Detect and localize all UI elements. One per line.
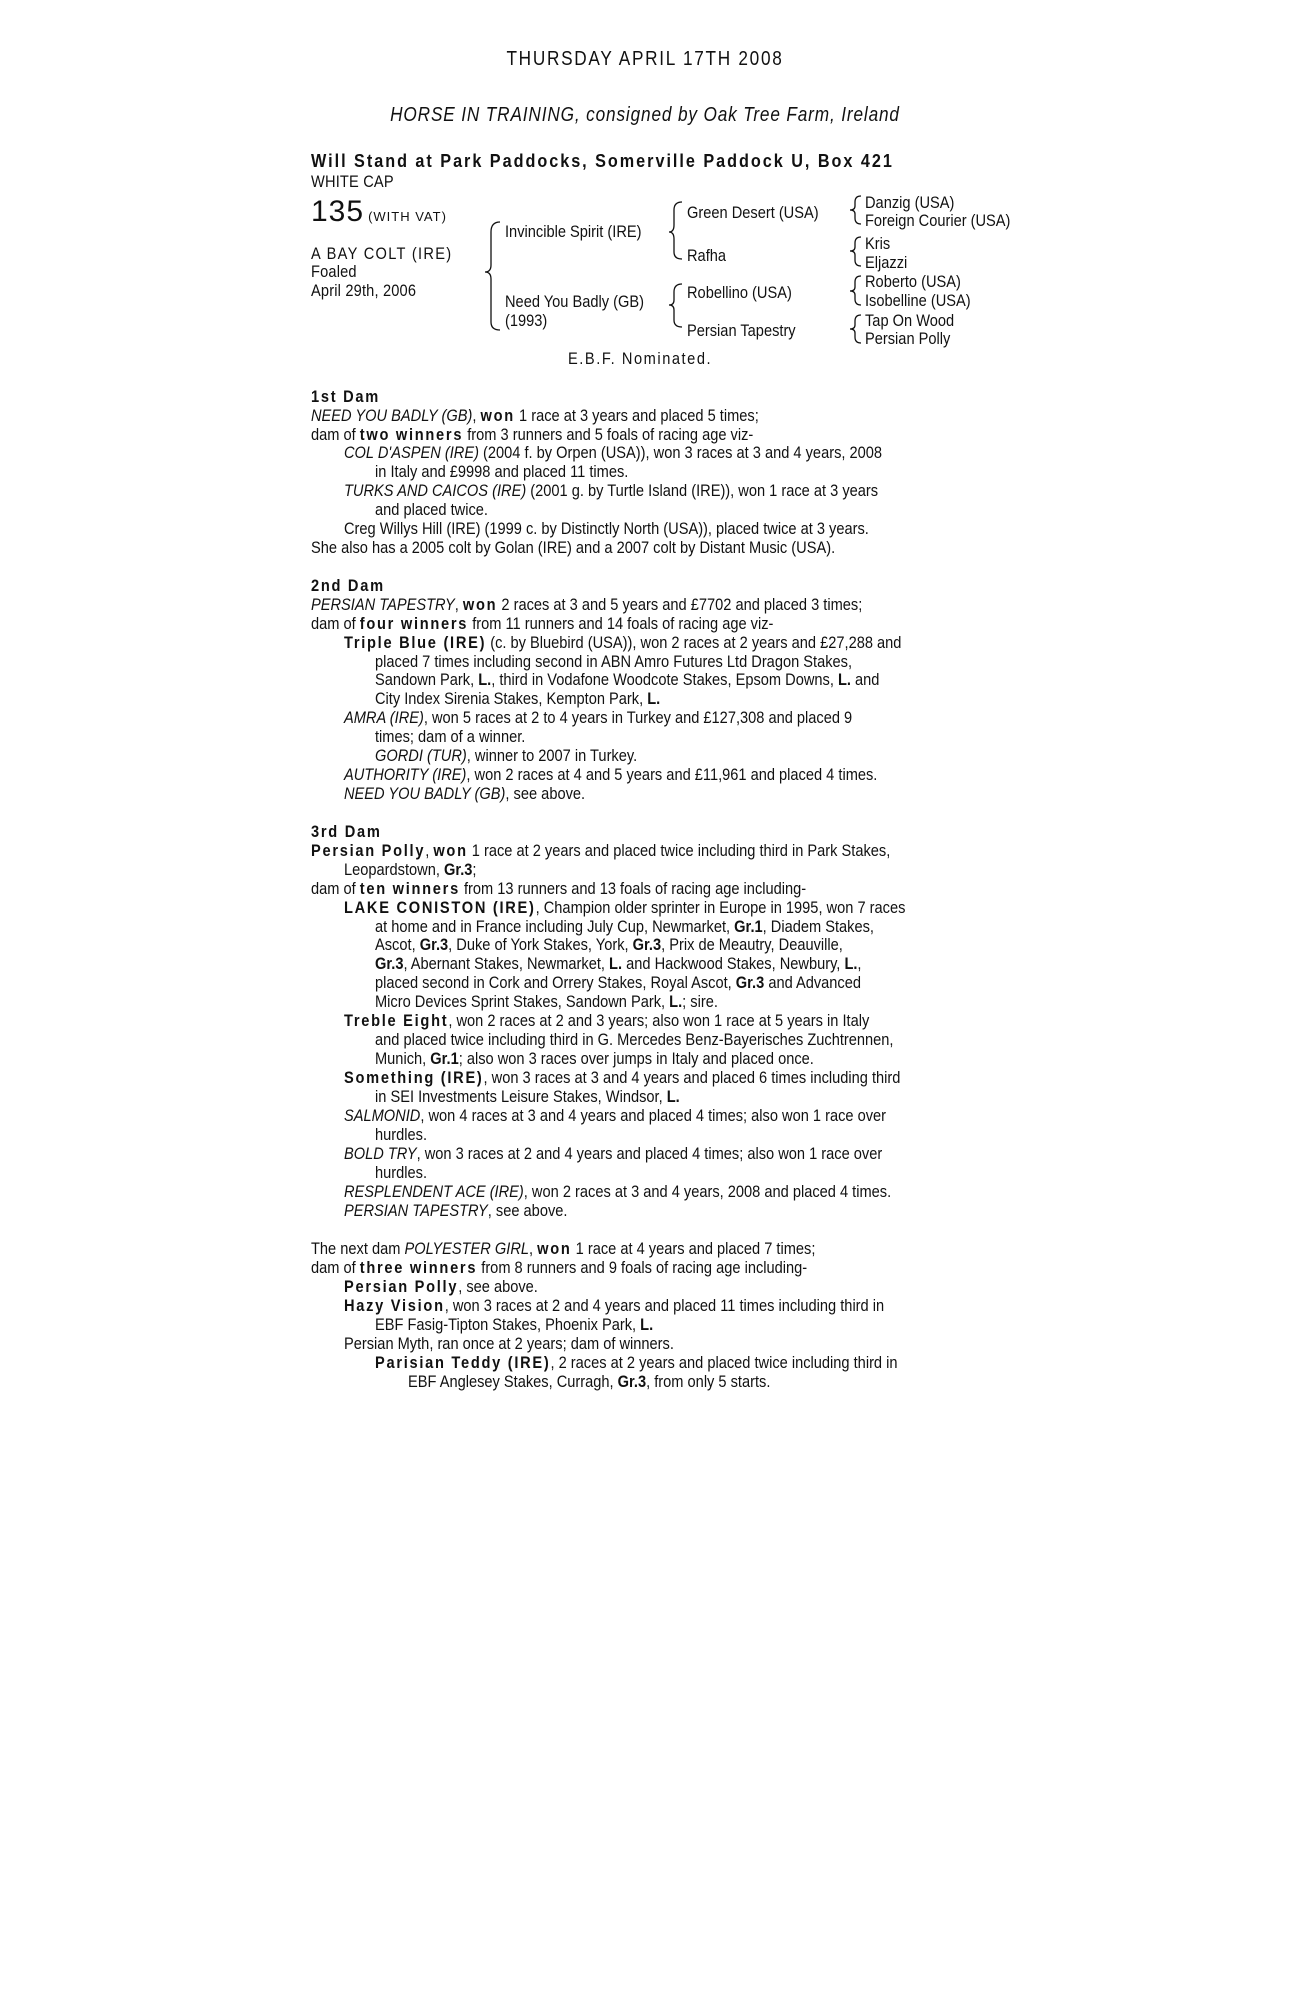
third-dam-produce-summary: dam of ten winners from 13 runners and 13 foals of racing age including-	[311, 879, 807, 898]
produce-entry-cont: Micro Devices Sprint Stakes, Sandown Park, L.; sire.	[375, 992, 718, 1011]
produce-entry: Persian Myth, ran once at 2 years; dam of winners.	[344, 1334, 674, 1353]
third-dam-line-cont: Leopardstown, Gr.3;	[344, 860, 477, 879]
horse-description: A BAY COLT (IRE)	[311, 244, 453, 263]
foaled-label: Foaled	[311, 262, 357, 281]
produce-entry: BOLD TRY, won 3 races at 2 and 4 years and placed 4 times; also won 1 race over	[344, 1144, 883, 1163]
produce-sub-entry: Parisian Teddy (IRE), 2 races at 2 years and placed twice including third in	[375, 1353, 898, 1372]
grandsire-2: Kris	[865, 234, 891, 253]
produce-entry-cont: Ascot, Gr.3, Duke of York Stakes, York, Gr.3, Prix de Meautry, Deauville,	[375, 935, 843, 954]
produce-entry-cont: placed second in Cork and Orrery Stakes, Royal Ascot, Gr.3 and Advanced	[375, 973, 861, 992]
produce-entry: AUTHORITY (IRE), won 2 races at 4 and 5 years and £11,961 and placed 4 times.	[344, 765, 878, 784]
produce-entry-cont: placed 7 times including second in ABN Amro Futures Ltd Dragon Stakes,	[375, 652, 853, 671]
grandsire-4: Tap On Wood	[865, 311, 955, 330]
produce-entry: RESPLENDENT ACE (IRE), won 2 races at 3 and 4 years, 2008 and placed 4 times.	[344, 1182, 892, 1201]
produce-entry-cont: and placed twice.	[375, 500, 488, 519]
pedigree-braces	[0, 0, 1290, 380]
produce-sub-entry: GORDI (TUR), winner to 2007 in Turkey.	[375, 746, 638, 765]
produce-entry-cont: and placed twice including third in G. Mercedes Benz-Bayerisches Zuchtrennen,	[375, 1030, 894, 1049]
granddam-2: Eljazzi	[865, 253, 908, 272]
consignment-title: HORSE IN TRAINING, consigned by Oak Tree Farm, Ireland	[390, 104, 900, 126]
next-dam-produce-summary: dam of three winners from 8 runners and 9 foals of racing age including-	[311, 1258, 808, 1277]
stand-location: Will Stand at Park Paddocks, Somerville Paddock U, Box 421	[311, 151, 894, 171]
granddam-1: Foreign Courier (USA)	[865, 211, 1011, 230]
produce-entry: Creg Willys Hill (IRE) (1999 c. by Distinctly North (USA)), placed twice at 3 years.	[344, 519, 869, 538]
foaled-date: April 29th, 2006	[311, 281, 417, 300]
first-dam-line: NEED YOU BADLY (GB), won 1 race at 3 years and placed 5 times;	[311, 406, 759, 425]
produce-entry-cont: times; dam of a winner.	[375, 727, 526, 746]
next-dam-line: The next dam POLYESTER GIRL, won 1 race at 4 years and placed 7 times;	[311, 1239, 816, 1258]
first-dam-heading: 1st Dam	[311, 387, 380, 406]
lot-vat: (WITH VAT)	[368, 209, 447, 224]
dam-name: Need You Badly (GB)	[505, 292, 644, 311]
sire-dam: Rafha	[687, 246, 727, 265]
produce-entry: Triple Blue (IRE) (c. by Bluebird (USA)), won 2 races at 2 years and £27,288 and	[344, 633, 902, 652]
produce-entry-cont: at home and in France including July Cup, Newmarket, Gr.1, Diadem Stakes,	[375, 917, 874, 936]
produce-entry-cont: Gr.3, Abernant Stakes, Newmarket, L. and Hackwood Stakes, Newbury, L.,	[375, 954, 862, 973]
second-dam-produce-summary: dam of four winners from 11 runners and 14 foals of racing age viz-	[311, 614, 774, 633]
produce-entry: Hazy Vision, won 3 races at 2 and 4 years and placed 11 times including third in	[344, 1296, 885, 1315]
sire-sire: Green Desert (USA)	[687, 203, 819, 222]
granddam-4: Persian Polly	[865, 329, 951, 348]
produce-entry: COL D'ASPEN (IRE) (2004 f. by Orpen (USA)), won 3 races at 3 and 4 years, 2008	[344, 443, 883, 462]
produce-entry-cont: EBF Fasig-Tipton Stakes, Phoenix Park, L.	[375, 1315, 654, 1334]
produce-entry: AMRA (IRE), won 5 races at 2 to 4 years in Turkey and £127,308 and placed 9	[344, 708, 853, 727]
cap-colour: WHITE CAP	[311, 172, 394, 191]
sire-name: Invincible Spirit (IRE)	[505, 222, 642, 241]
lot-number: 135	[311, 195, 365, 228]
produce-entry: Persian Polly, see above.	[344, 1277, 538, 1296]
second-dam-heading: 2nd Dam	[311, 576, 385, 595]
produce-entry-cont: in SEI Investments Leisure Stakes, Windsor, L.	[375, 1087, 680, 1106]
produce-entry: SALMONID, won 4 races at 3 and 4 years and placed 4 times; also won 1 race over	[344, 1106, 887, 1125]
first-dam-note: She also has a 2005 colt by Golan (IRE) and a 2007 colt by Distant Music (USA).	[311, 538, 836, 557]
produce-entry: LAKE CONISTON (IRE), Champion older sprinter in Europe in 1995, won 7 races	[344, 898, 906, 917]
produce-entry-cont: hurdles.	[375, 1125, 428, 1144]
produce-entry-cont: Sandown Park, L., third in Vodafone Woodcote Stakes, Epsom Downs, L. and	[375, 670, 880, 689]
ebf-nominated: E.B.F. Nominated.	[568, 349, 713, 368]
dam-year: (1993)	[505, 311, 548, 330]
produce-entry: Something (IRE), won 3 races at 3 and 4 years and placed 6 times including third	[344, 1068, 901, 1087]
produce-entry-cont: Munich, Gr.1; also won 3 races over jumps in Italy and placed once.	[375, 1049, 814, 1068]
first-dam-produce-summary: dam of two winners from 3 runners and 5 foals of racing age viz-	[311, 425, 754, 444]
produce-entry: PERSIAN TAPESTRY, see above.	[344, 1201, 568, 1220]
third-dam-heading: 3rd Dam	[311, 822, 382, 841]
produce-entry-cont: City Index Sirenia Stakes, Kempton Park, L.	[375, 689, 661, 708]
grandsire-3: Roberto (USA)	[865, 272, 961, 291]
produce-entry-cont: in Italy and £9998 and placed 11 times.	[375, 462, 629, 481]
produce-entry: TURKS AND CAICOS (IRE) (2001 g. by Turtle Island (IRE)), won 1 race at 3 years	[344, 481, 879, 500]
third-dam-line: Persian Polly, won 1 race at 2 years and placed twice including third in Park Stakes,	[311, 841, 891, 860]
grandsire-1: Danzig (USA)	[865, 193, 955, 212]
sale-date: THURSDAY APRIL 17TH 2008	[506, 48, 784, 70]
second-dam-line: PERSIAN TAPESTRY, won 2 races at 3 and 5 years and £7702 and placed 3 times;	[311, 595, 863, 614]
produce-entry: NEED YOU BADLY (GB), see above.	[344, 784, 586, 803]
granddam-3: Isobelline (USA)	[865, 291, 971, 310]
produce-sub-entry-cont: EBF Anglesey Stakes, Curragh, Gr.3, from only 5 starts.	[408, 1372, 771, 1391]
dam-sire: Robellino (USA)	[687, 283, 792, 302]
dam-dam: Persian Tapestry	[687, 321, 796, 340]
produce-entry: Treble Eight, won 2 races at 2 and 3 years; also won 1 race at 5 years in Italy	[344, 1011, 870, 1030]
produce-entry-cont: hurdles.	[375, 1163, 428, 1182]
